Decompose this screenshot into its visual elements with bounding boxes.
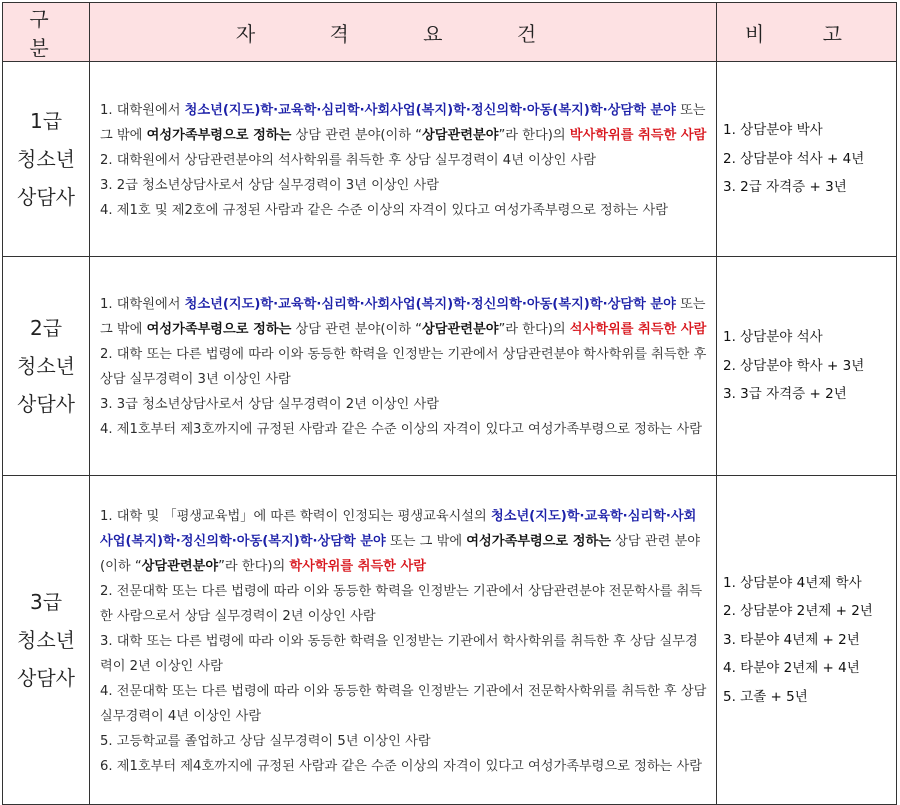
remark-item: 3. 3급 자격증 + 2년 (723, 386, 847, 403)
remark-item: 1. 상담분야 박사 (723, 122, 823, 139)
requirement-text: 2. 전문대학 또는 다른 법령에 따라 이와 동등한 학력을 인정받는 기관에서 상담관련분야 전문학사를 취득한 사람으로서 상담 실무경력이 2년 이상인 사람 (100, 583, 703, 624)
requirement-text: 상담 관련 분야(이하 “ (100, 533, 700, 574)
emphasis-text: 청소년(지도)학·교육학·심리학·사회사업(복지)학·정신의학·아동(복지)학·상담학 분야 (184, 102, 676, 118)
requirement-text: 대학원에서 (116, 297, 185, 312)
requirement-text: 4. 제1호 및 제2호에 규정된 사람과 같은 수준 이상의 자격이 있다고 여성가족부령으로 정하는 사람 (100, 202, 668, 218)
grade-title-line2: 상담사 (17, 666, 75, 690)
grade-cell-2 (3, 257, 90, 476)
qualification-table (2, 2, 897, 805)
header-row (3, 3, 897, 62)
emphasis-text: 여성가족부령으로 정하는 (146, 322, 292, 337)
requirement-item (100, 198, 708, 223)
requirement-text: 5. 고등학교를 졸업하고 상담 실무경력이 5년 이상인 사람 (100, 733, 431, 749)
grade-cell-3 (3, 476, 90, 805)
highlight-text: 석사학위를 취득한 사람 (569, 322, 707, 337)
grade-level: 3급 (29, 590, 63, 614)
requirements-cell-2 (90, 257, 717, 476)
requirement-text: 상담 관련 분야(이하 “ (291, 322, 423, 337)
emphasis-text: 상담관련분야 (422, 322, 499, 337)
requirement-item (100, 679, 708, 729)
requirement-text: 3. 3급 청소년상담사로서 상담 실무경력이 2년 이상인 사람 (100, 397, 439, 412)
grade-title-line1: 청소년 (17, 147, 75, 171)
grade-row-1 (3, 62, 897, 257)
qualification-table-wrap (2, 2, 896, 805)
grade-level: 1급 (29, 109, 63, 133)
requirement-text: 상담 관련 분야(이하 “ (291, 127, 423, 143)
highlight-text: 박사학위를 취득한 사람 (569, 127, 707, 143)
requirement-item (100, 173, 708, 198)
grade-cell-1 (3, 62, 90, 257)
requirement-text: 3. 2급 청소년상담사로서 상담 실무경력이 3년 이상인 사람 (100, 177, 439, 193)
remark-item: 4. 타분야 2년제 + 4년 (723, 660, 860, 677)
grade-title-line1: 청소년 (17, 628, 75, 652)
requirement-item (100, 729, 708, 754)
requirement-text: 1. 대학 및 「평생교육법」에 따른 학력이 인정되는 평생교육시설의 (100, 508, 491, 524)
grade-level: 2급 (29, 316, 63, 340)
emphasis-text: 상담관련분야 (422, 127, 499, 143)
grade-title-line2: 상담사 (17, 185, 75, 209)
requirements-cell-1 (90, 62, 717, 257)
requirement-item (100, 417, 708, 442)
remarks-cell-3 (717, 476, 897, 805)
header-requirements: 자 격 요 건 (90, 3, 717, 62)
remark-item: 2. 상담분야 2년제 + 2년 (723, 603, 873, 620)
requirement-text: ”라 한다)의 (218, 558, 290, 574)
highlight-text: 학사학위를 취득한 사람 (289, 558, 426, 574)
emphasis-text: 여성가족부령으로 정하는 (466, 533, 611, 549)
remarks-cell-1 (717, 62, 897, 257)
remark-item: 1. 상담분야 4년제 학사 (723, 574, 862, 591)
requirement-item (100, 392, 708, 417)
remark-item: 2. 상담분야 학사 + 3년 (723, 357, 865, 374)
emphasis-text: 여성가족부령으로 정하는 (146, 127, 292, 143)
grade-row-2 (3, 257, 897, 476)
requirement-text: 1. (100, 102, 117, 118)
requirement-text: 4. 전문대학 또는 다른 법령에 따라 이와 동등한 학력을 인정받는 기관에서 전문학사학위를 취득한 후 상담 실무경력이 4년 이상인 사람 (100, 683, 707, 724)
requirement-text: 또는 그 밖에 (385, 533, 467, 549)
requirement-text: ”라 한다)의 (498, 322, 570, 337)
header-category: 구 분 (3, 3, 90, 62)
grade-row-3 (3, 476, 897, 805)
requirement-item (100, 342, 708, 392)
requirement-text: 4. 제1호부터 제3호까지에 규정된 사람과 같은 수준 이상의 자격이 있다고 여성가족부령으로 정하는 사람 (100, 422, 702, 437)
emphasis-text: 청소년(지도)학·교육학·심리학·사회사업(복지)학·정신의학·아동(복지)학·상담학 분야 (184, 297, 676, 312)
requirements-cell-3 (90, 476, 717, 805)
requirement-item (100, 98, 708, 148)
requirement-item (100, 504, 708, 579)
requirement-text: 대학원에서 (116, 102, 185, 118)
requirement-text: 6. 제1호부터 제4호까지에 규정된 사람과 같은 수준 이상의 자격이 있다고 여성가족부령으로 정하는 사람 (100, 758, 702, 774)
requirement-item (100, 754, 708, 779)
remark-item: 1. 상담분야 석사 (723, 329, 823, 346)
requirement-item (100, 148, 708, 173)
emphasis-text: 상담관련분야 (141, 558, 219, 574)
requirement-item (100, 292, 708, 342)
remark-item: 2. 상담분야 석사 + 4년 (723, 150, 865, 167)
requirement-text: ”라 한다)의 (498, 127, 570, 143)
header-remarks: 비 고 (717, 3, 897, 62)
requirement-text: 또는 그 밖에 (100, 102, 706, 143)
requirement-text: 또는 그 밖에 (100, 297, 706, 337)
requirement-text: 2. 대학 또는 다른 법령에 따라 이와 동등한 학력을 인정받는 기관에서 상담관련분야 학사학위를 취득한 후 상담 실무경력이 3년 이상인 사람 (100, 347, 707, 387)
remark-item: 5. 고졸 + 5년 (723, 688, 808, 705)
grade-title-line1: 청소년 (17, 354, 75, 378)
requirement-text: 2. 대학원에서 상담관련분야의 석사학위를 취득한 후 상담 실무경력이 4년 이상인 사람 (100, 152, 597, 168)
remarks-cell-2 (717, 257, 897, 476)
grade-title-line2: 상담사 (17, 392, 75, 416)
requirement-item (100, 579, 708, 629)
requirement-text: 3. 대학 또는 다른 법령에 따라 이와 동등한 학력을 인정받는 기관에서 학사학위를 취득한 후 상담 실무경력이 2년 이상인 사람 (100, 633, 698, 674)
requirement-item (100, 629, 708, 679)
remark-item: 3. 타분야 4년제 + 2년 (723, 631, 860, 648)
emphasis-text: 청소년(지도)학·교육학·심리학·사회사업(복지)학·정신의학·아동(복지)학·상담학 분야 (100, 508, 697, 549)
remark-item: 3. 2급 자격증 + 3년 (723, 179, 847, 196)
requirement-text: 1. (100, 297, 117, 312)
